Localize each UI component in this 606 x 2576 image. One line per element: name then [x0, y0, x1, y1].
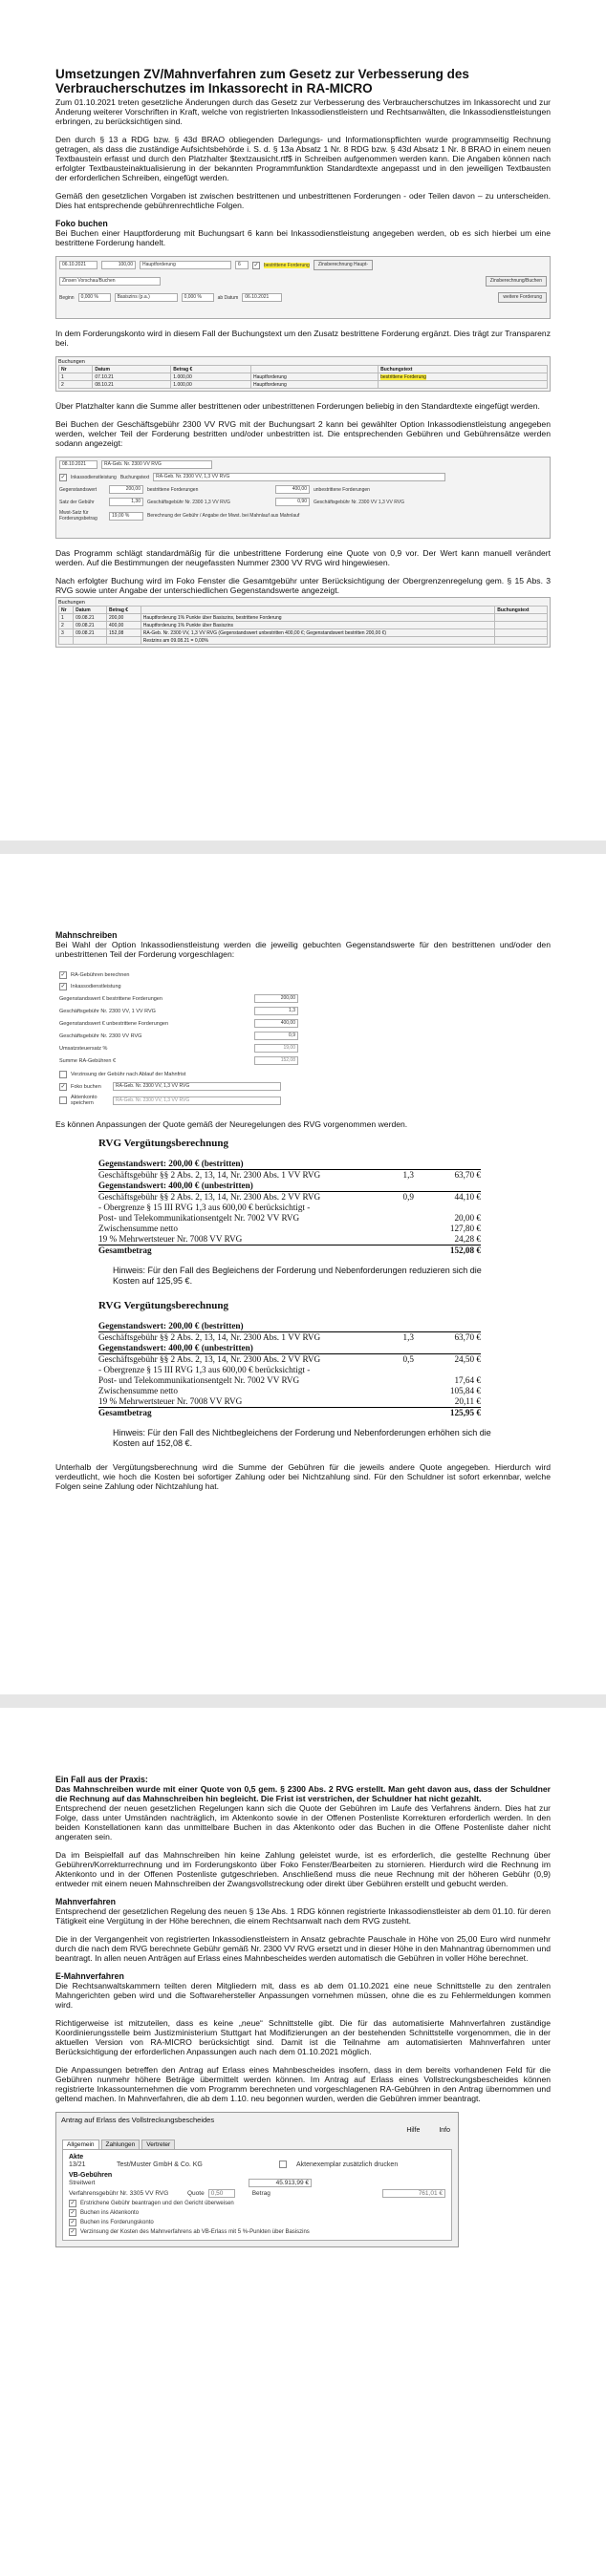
- betrag-field[interactable]: 761,01 €: [382, 2189, 445, 2198]
- form-row: [59, 1044, 346, 1053]
- rvg-line-text: Geschäftsgebühr §§ 2 Abs. 2, 13, 14, Nr. 2300 Abs. 2 VV RVG: [98, 1354, 321, 1364]
- table-cell: 3: [59, 629, 74, 637]
- mahnverfahren-paragraph: Entsprechend der gesetzlichen Regelung des neuen § 13e Abs. 1 RDG können registrierte Inkassodienstleister ab dem 01.10. für deren Tätigkeit eine Vergütung in der Höhe berechnen, die einem Rechtsanwalt nach dem RVG zusteht.: [55, 1906, 551, 1926]
- forderungskonto-buchen-label: Buchen ins Forderungskonto: [80, 2220, 154, 2225]
- table-cell: 2: [59, 622, 74, 629]
- rvg-line-value: [414, 1321, 481, 1331]
- buchungen-table-1: [55, 356, 551, 392]
- form-row-field: 152,08: [254, 1056, 298, 1065]
- buchungen-grid: [58, 365, 548, 389]
- table-cell: 1.000,00: [171, 373, 251, 381]
- satz-label: Satz der Gebühr: [59, 499, 95, 505]
- rvg-line-value: 125,95 €: [449, 1408, 481, 1417]
- verzinsung-label: Verzinsung der Gebühr nach Ablauf der Mahnfrist: [71, 1072, 186, 1077]
- weitere-forderung-button[interactable]: weitere Forderung: [498, 292, 547, 303]
- table-cell: [495, 622, 548, 629]
- foko-heading: Foko buchen: [55, 219, 108, 228]
- foko-booking-screenshot: [55, 256, 551, 319]
- mwst-field[interactable]: 19,00 %: [109, 512, 143, 521]
- dialog-tabs: [56, 2140, 458, 2149]
- booking-amount-field[interactable]: 100,00: [101, 261, 136, 269]
- ra-gebuehren-label: RA-Gebühren berechnen: [71, 972, 130, 978]
- form-row-label: Summe RA-Gebühren €: [59, 1057, 116, 1064]
- rvg-line-text: Gegenstandswert: 200,00 € (bestritten): [98, 1321, 244, 1331]
- table-header-cell: Betrag €: [107, 607, 141, 614]
- rvg-line-value: 24,28 €: [454, 1234, 481, 1244]
- aktenexemplar-checkbox[interactable]: [279, 2161, 287, 2168]
- form-row-field[interactable]: 1,3: [254, 1007, 298, 1015]
- verzinsung-checkbox[interactable]: [59, 1071, 67, 1078]
- rvg-line-text: Geschäftsgebühr §§ 2 Abs. 2, 13, 14, Nr. 2300 Abs. 1 VV RVG: [98, 1332, 321, 1342]
- mwst-label: Mwst-Satz für Forderungsbetrag: [59, 510, 97, 522]
- zinsen-vorschau-field[interactable]: Zinsen Vorschau/Buchen: [59, 277, 161, 286]
- mahnschreiben-form-screenshot: [55, 968, 350, 1110]
- table-cell: Hauptforderung 1% Punkte über Basiszins: [141, 622, 494, 629]
- rvg-line: [98, 1408, 481, 1418]
- document-page-1: [0, 0, 606, 841]
- rvg-line: [98, 1245, 481, 1256]
- foko-buchen-checkbox[interactable]: ✓: [60, 1083, 66, 1090]
- rvg-title-1: RVG Vergütungsberechnung: [98, 1138, 229, 1149]
- rvg-line: [98, 1354, 481, 1365]
- akte-name: Test/Muster GmbH & Co. KG: [117, 2161, 203, 2168]
- table-header-cell: Datum: [93, 366, 171, 373]
- rvg-line-text: Geschäftsgebühr §§ 2 Abs. 2, 13, 14, Nr. 2300 Abs. 1 VV RVG: [98, 1170, 321, 1180]
- table-header-cell: [141, 607, 494, 614]
- paragraph-quote: Das Programm schlägt standardmäßig für die unbestrittene Forderung eine Quote von 0,9 vor. Der Wert kann manuell verändert werden. Auf die Bestimmungen der neugefassten Nummer 2300 VV RVG wird hingewiesen.: [55, 548, 551, 567]
- quote-label: Quote: [187, 2190, 205, 2197]
- geschaeftsgebuehr-screenshot: [55, 457, 551, 539]
- rvg-hint-1: Hinweis: Für den Fall des Begleichens der Forderung und Nebenforderungen reduzieren sich die Kosten auf 125,95 €.: [113, 1266, 482, 1286]
- aktenkonto-buchen-checkbox[interactable]: ✓: [70, 2210, 76, 2216]
- tab-zahlungen[interactable]: Zahlungen: [101, 2140, 141, 2149]
- table-row[interactable]: [59, 629, 548, 637]
- paragraph-bestritten: Gemäß den gesetzlichen Vorgaben ist zwischen bestrittenen und unbestrittenen Forderungen - oder Teilen davon – zu unterscheiden. Dies hat entsprechende gebührenrechtliche Folgen.: [55, 191, 551, 210]
- table-cell: Hauptforderung: [251, 373, 379, 381]
- table-cell: 1.000,00: [171, 381, 251, 389]
- table-cell: 08.10.21: [93, 381, 171, 389]
- rvg-line-factor: [376, 1234, 414, 1245]
- table-cell: [59, 637, 74, 645]
- inkasso-label: Inkassodienstleistung: [71, 474, 117, 480]
- rvg-line-text: Geschäftsgebühr §§ 2 Abs. 2, 13, 14, Nr. 2300 Abs. 2 VV RVG: [98, 1192, 321, 1202]
- mahnschreiben-heading: Mahnschreiben: [55, 930, 118, 940]
- erstrichene-gebuehr-checkbox[interactable]: ✓: [70, 2201, 76, 2206]
- rvg-line-text: Gesamtbetrag: [98, 1245, 152, 1255]
- table-cell: [495, 629, 548, 637]
- rvg-line-value: 44,10 €: [454, 1192, 481, 1202]
- e-mahnverfahren-paragraph: Die Rechtsanwaltskammern teilten deren Mitgliedern mit, dass es ab dem 01.10.2021 eine neue Schnittstelle zu den zentralen Mahngerichten geben wird und die Softwarehersteller Anpassungen vornehmen müssen, ohne die es zu Fehlermeldungen kommen wird.: [55, 1981, 551, 2010]
- form-row: [59, 1019, 346, 1028]
- quote-anpassung-paragraph: Es können Anpassungen der Quote gemäß der Neuregelungen des RVG vorgenommen werden.: [55, 1119, 408, 1129]
- table-cell: bestrittene Forderung: [379, 373, 548, 381]
- info-button[interactable]: Info: [439, 2127, 450, 2134]
- forderungskonto-buchen-checkbox[interactable]: ✓: [70, 2220, 76, 2225]
- e-mahnverfahren-paragraph-3: Die Anpassungen betreffen den Antrag auf Erlass eines Mahnbescheides insofern, dass in dem bereits vorhandenen Feld für die Gebühren nunmehr höhere Beträge übermittelt werden können. Im Antrag auf Erlass eines Vollstreckungsbescheides können registrierte Inkassounternehmen die vom Programm berechneten und vorgeschlagenen RA-Gebühren in den Antrag übernommen und geltend machen. In Mahnverfahren, die ab dem 1.10. neu begonnen wurden, werden die Gebühren immer beantragt.: [55, 2065, 551, 2103]
- e-mahnverfahren-heading: E-Mahnverfahren: [55, 1971, 124, 1981]
- rvg-line: [98, 1332, 481, 1343]
- tab-vertreter[interactable]: Vertreter: [141, 2140, 175, 2149]
- rvg-line: [98, 1365, 481, 1375]
- inkasso-checkbox-2[interactable]: ✓: [60, 984, 66, 990]
- akte-nr: 13/21: [69, 2161, 86, 2168]
- rvg-line-text: 19 % Mehrwertsteuer Nr. 7008 VV RVG: [98, 1234, 243, 1244]
- satz2-label: Geschäftsgebühr Nr. 2300 VV 1,3 VV RVG: [314, 499, 404, 505]
- table-cell: 152,08: [107, 629, 141, 637]
- table-row[interactable]: [59, 637, 548, 645]
- paragraph-platzhalter: Über Platzhalter kann die Summe aller bestrittenen oder unbestrittenen Forderungen beliebig in den Standardtexte eingefügt werden.: [55, 401, 540, 411]
- rvg-line-factor: [376, 1375, 414, 1386]
- aktenexemplar-label: Aktenexemplar zusätzlich drucken: [296, 2161, 399, 2168]
- buchungen-caption: Buchungen: [58, 359, 85, 365]
- gw-unbestritten-field[interactable]: 400,00: [275, 485, 310, 494]
- table-cell: Hauptforderung 1% Punkte über Basiszins, bestrittene Forderung: [141, 614, 494, 622]
- booking-code-field[interactable]: 6: [235, 261, 249, 269]
- rvg-line-text: - Obergrenze § 15 III RVG 1,3 aus 600,00 € berücksichtigt -: [98, 1365, 311, 1374]
- rvg-calculation-2: [98, 1300, 481, 1418]
- buchungstext-label: Buchungstext: [119, 474, 150, 480]
- rvg-line-factor: [376, 1365, 414, 1375]
- rvg-lines-2: [98, 1321, 481, 1418]
- table-row[interactable]: [59, 381, 548, 389]
- rvg-line-value: 63,70 €: [454, 1170, 481, 1180]
- table-cell: 09.08.21: [74, 629, 107, 637]
- table-cell: Restzins am 09.08.21 = 0,00%: [141, 637, 494, 645]
- rvg-line-factor: 0,5: [402, 1354, 414, 1364]
- rvg-line: [98, 1375, 481, 1386]
- table-header-cell: Buchungstext: [379, 366, 548, 373]
- booking-type-combo[interactable]: Hauptforderung: [140, 261, 231, 269]
- rvg-line-value: 20,00 €: [454, 1213, 481, 1223]
- table-cell: RA-Geb. Nr. 2300 VV, 1,3 VV RVG (Gegenstandswert unbestritten 400,00 €; Gegenstandswert bestritten 200,00 €): [141, 629, 494, 637]
- rvg-calculation-1: [98, 1138, 481, 1256]
- rvg-line-value: [414, 1181, 481, 1191]
- rvg-line: [98, 1224, 481, 1234]
- rvg-line-value: 24,50 €: [454, 1354, 481, 1364]
- rvg-line-text: Post- und Telekommunikationsentgelt Nr. 7002 VV RVG: [98, 1213, 300, 1223]
- basiszins-field[interactable]: Basiszins (p.a.): [115, 293, 178, 302]
- table-header-cell: Betrag €: [171, 366, 251, 373]
- form-row: [59, 1056, 346, 1065]
- rvg-line-text: - Obergrenze § 15 III RVG 1,3 aus 600,00 € berücksichtigt -: [98, 1203, 311, 1212]
- buchungen-grid-2: [58, 606, 548, 645]
- inkasso-label-2: Inkassodienstleistung: [71, 984, 121, 990]
- rvg-line: [98, 1321, 481, 1332]
- zins-percent-field-2[interactable]: 0,000 %: [182, 293, 214, 302]
- praxis-bold-paragraph: Das Mahnschreiben wurde mit einer Quote von 0,5 gem. § 2300 Abs. 2 RVG erstellt. Man geht davon aus, dass der Schuldner die Rechnung auf das Mahnschreiben hin begleicht. Die Frist ist verstrichen, der Schuldner hat nicht gezahlt.: [55, 1784, 551, 1803]
- form-row: [59, 1007, 346, 1015]
- paragraph-buchungstext: In dem Forderungskonto wird in diesem Fall der Buchungstext um den Zusatz bestrittene Forderung ergänzt. Dies trägt zur Transparenz bei.: [55, 329, 551, 348]
- gegenstandswert-label: Gegenstandswert: [59, 486, 97, 493]
- gebuehr-date-field[interactable]: 08.10.2021: [59, 460, 97, 469]
- praxis-paragraph: Entsprechend der neuen gesetzlichen Regelungen kann sich die Quote der Gebühren im Laufe des Verfahrens ändern. Dies hat zur Folge, dass unter Umständen nachträglich, im Aktenkonto sowie in der Offenen Postenliste Korrekturen erforderlich werden. In den beiden Konstellationen kann das unmittelbare Buchen in das Aktenkonto oder das Buchen in die Offene Postenliste daher nicht angeraten sein.: [55, 1803, 551, 1842]
- e-mahnverfahren-paragraph-2: Richtigerweise ist mitzuteilen, dass es keine „neue“ Schnittstelle gibt. Die für das automatisierte Mahnverfahren zuständige Koordinierungsstelle beim Justizministerium Stuttgart hat Modifizierungen an der bestehenden Schnittstelle vorgenommen, die in der aktuellen Version von RA-MICRO berücksichtigt sind. Damit ist die Teilnahme am automatisierten Mahnverfahren unter Berücksichtigung der erforderlichen Anpassungen auch nach dem 01.10.2021 möglich.: [55, 2018, 551, 2056]
- table-cell: 400,00: [107, 622, 141, 629]
- streitwert-label: Streitwert: [69, 2180, 96, 2186]
- zins-percent-field[interactable]: 0,000 %: [78, 293, 111, 302]
- bestritten-checkbox-label: bestrittene Forderung: [264, 262, 310, 268]
- aktenkonto-buchen-label: Buchen ins Aktenkonto: [80, 2210, 140, 2216]
- bestritten-checkbox[interactable]: ✓: [253, 262, 259, 268]
- vergleich-paragraph: Unterhalb der Vergütungsberechnung wird die Summe der Gebühren für die jeweils andere Quote angegeben. Hierdurch wird verdeutlicht, wie hoch die Kosten bei sofortiger Zahlung oder bei Nichtzahlung sind. Für den Schuldner ist sofort erkennbar, welche Folgen seine Zahlung oder Nichtzahlung hat.: [55, 1462, 551, 1491]
- rvg-line-factor: [376, 1321, 414, 1331]
- zinsberechnung-buchen-button[interactable]: Zinsberechnung/Buchen: [486, 276, 547, 287]
- zinsberechnung-haupt-button[interactable]: Zinsberechnung Haupt-: [314, 260, 373, 270]
- dialog-body: [62, 2149, 452, 2241]
- rvg-line-factor: [376, 1224, 414, 1234]
- gw-unbestritten-label: unbestrittene Forderungen: [314, 486, 370, 493]
- table-cell: [379, 381, 548, 389]
- gebuehr-combo[interactable]: RA-Geb. Nr. 2300 VV RVG: [101, 460, 212, 469]
- rvg-line: [98, 1192, 481, 1203]
- dialog-title: Antrag auf Erlass des Vollstreckungsbescheides: [61, 2116, 215, 2124]
- table-header-cell: [251, 366, 379, 373]
- table-cell: [74, 637, 107, 645]
- paragraph-geschaeftsgebuehr: Bei Buchen der Geschäftsgebühr 2300 VV RVG mit der Buchungsart 2 kann bei gewählter Option Inkassodienstleistung angegeben werden, welcher Teil der Forderung bestritten und/oder unbestritten ist. Die entsprechenden Gebühren und Gebührensätze werden sodann angezeigt:: [55, 419, 551, 448]
- erstrichene-gebuehr-label: Erstrichene Gebühr beantragen und den Gericht überweisen: [80, 2201, 234, 2206]
- foko-buchen-combo[interactable]: RA-Geb. Nr. 2300 VV, 1,3 VV RVG: [113, 1082, 281, 1091]
- paragraph-gesamtgebuehr: Nach erfolgter Buchung wird im Foko Fenster die Gesamtgebühr unter Berücksichtigung der Obergrenzenregelung gem. § 15 Abs. 3 RVG sowie unter Angabe der unterschiedlichen Gegenstandswerte angezeigt.: [55, 576, 551, 595]
- rvg-line-value: [414, 1203, 481, 1213]
- help-button[interactable]: Hilfe: [406, 2127, 421, 2134]
- rvg-line-factor: [376, 1181, 414, 1191]
- rvg-hint-2: Hinweis: Für den Fall des Nichtbegleichens der Forderung und Nebenforderungen erhöhen sich die Kosten auf 152,08 €.: [113, 1428, 491, 1448]
- satz1-label: Geschäftsgebühr Nr. 2300 1,3 VV RVG: [147, 499, 230, 505]
- table-row[interactable]: [59, 614, 548, 622]
- aktenkonto-label: Aktenkonto speichern: [71, 1095, 97, 1106]
- rvg-line: [98, 1203, 481, 1213]
- rvg-line-factor: 0,9: [402, 1192, 414, 1202]
- rvg-line-text: Zwischensumme netto: [98, 1386, 178, 1395]
- verfahrensgebuehr-label: Verfahrensgebühr Nr. 3305 VV RVG: [69, 2190, 169, 2197]
- rvg-line-value: 17,64 €: [454, 1375, 481, 1385]
- form-row-field[interactable]: 0,9: [254, 1032, 298, 1040]
- rvg-line: [98, 1234, 481, 1245]
- vb-gebuehren-heading: VB-Gebühren: [69, 2172, 113, 2179]
- form-row-field: 19,00: [254, 1044, 298, 1053]
- aktenkonto-combo[interactable]: RA-Geb. Nr. 2300 VV, 1,3 VV RVG: [113, 1096, 281, 1105]
- rvg-line-factor: [376, 1213, 414, 1224]
- gw-bestritten-label: bestrittene Forderungen: [147, 486, 199, 493]
- rvg-line: [98, 1343, 481, 1354]
- mwst-text: Berechnung der Gebühr / Angabe der Mwst. bei Mahnlauf aus Mahnlauf: [147, 513, 300, 519]
- rvg-title-2: RVG Vergütungsberechnung: [98, 1300, 229, 1311]
- mahnverfahren-paragraph-2: Die in der Vergangenheit von registrierten Inkassodienstleistern in Ansatz gebrachte Pauschale in Höhe von 25,00 Euro wird nunmehr durch die nach dem RVG berechnete Gebühr gemäß Nr. 2300 VV RVG ersetzt und in dieser Höhe in den Mahnantrag übernommen und beantragt. In allen neuen Anträgen auf Erlass eines Mahnbescheides werden automatisch die Gebühren in voller Höhe berechnet.: [55, 1934, 551, 1963]
- table-cell: 1: [59, 373, 93, 381]
- praxis-heading: Ein Fall aus der Praxis:: [55, 1775, 148, 1784]
- aktenkonto-checkbox[interactable]: [59, 1096, 67, 1104]
- buchungstext-combo[interactable]: RA-Geb. Nr. 2300 VV, 1,3 VV RVG: [153, 473, 445, 481]
- rvg-line: [98, 1159, 481, 1170]
- form-row-label: Geschäftsgebühr Nr. 2300 VV, 1 VV RVG: [59, 1008, 156, 1014]
- rvg-line: [98, 1396, 481, 1408]
- table-header-cell: Nr: [59, 607, 74, 614]
- rvg-line-factor: [376, 1386, 414, 1396]
- rvg-line-value: 127,80 €: [449, 1224, 481, 1233]
- rvg-line-text: Gegenstandswert: 400,00 € (unbestritten): [98, 1343, 253, 1352]
- table-header-cell: Datum: [74, 607, 107, 614]
- beispiel-paragraph: Da im Beispielfall auf das Mahnschreiben hin keine Zahlung geleistet wurde, ist es erforderlich, die gestellte Rechnung über Gebühren/Korrekturrechnung und im Forderungskonto über Foko Fenster/Bearbeiten zu stornieren. Hierdurch wird die Rechnung im Aktenkonto und in der Offenen Postenliste gutgeschrieben. Anschließend muss die neue Rechnung mit der höheren Gebühr (0,9) entweder mit einem neuen Mahnschreiben der Zwangsvollstreckung oder direkt über Gebühren erstellt und gebucht werden.: [55, 1850, 551, 1888]
- buchungen-table-2: [55, 597, 551, 648]
- intro-paragraph: Zum 01.10.2021 treten gesetzliche Änderungen durch das Gesetz zur Verbesserung des Verbraucherschutzes im Inkassorecht und zur Änderung weiterer Vorschriften in Kraft, welche von registrierten Inkassodienstleistern und Rechtsanwälten, die Inkassodienstleistungen erbringen, zu berücksichtigen sind.: [55, 97, 551, 126]
- betrag-label: Betrag: [251, 2190, 271, 2197]
- rvg-line-text: Gegenstandswert: 200,00 € (bestritten): [98, 1159, 244, 1168]
- rvg-line-text: Post- und Telekommunikationsentgelt Nr. 7002 VV RVG: [98, 1375, 300, 1385]
- buchungen-caption-2: Buchungen: [58, 600, 85, 606]
- table-header-cell: Nr: [59, 366, 93, 373]
- rvg-line-factor: [376, 1408, 414, 1418]
- rvg-line-factor: [376, 1343, 414, 1353]
- foko-buchen-label: Foko buchen: [71, 1083, 101, 1090]
- table-header-cell: Buchungstext: [495, 607, 548, 614]
- mahnschreiben-paragraph: Bei Wahl der Option Inkassodienstleistung werden die jeweilig gebuchten Gegenstandswerte für den bestrittenen und/oder den unbestrittenen Teil der Forderung vorgeschlagen:: [55, 940, 551, 959]
- form-row: [59, 994, 346, 1003]
- ab-datum-field[interactable]: 06.10.2021: [242, 293, 282, 302]
- form-row: [59, 1032, 346, 1040]
- rvg-line-value: 20,11 €: [454, 1396, 481, 1406]
- rvg-line-text: Gesamtbetrag: [98, 1408, 152, 1417]
- table-cell: [495, 614, 548, 622]
- rvg-line-value: [414, 1159, 481, 1169]
- form-row-label: Umsatzsteuersatz %: [59, 1045, 108, 1052]
- rvg-line: [98, 1213, 481, 1224]
- form-row-field[interactable]: 400,00: [254, 1019, 298, 1028]
- form-rows: [59, 994, 346, 1065]
- document-page-2: [0, 854, 606, 1694]
- rvg-line: [98, 1170, 481, 1181]
- rvg-line-factor: [376, 1203, 414, 1213]
- rvg-line-value: 105,84 €: [449, 1386, 481, 1395]
- table-cell: [495, 637, 548, 645]
- form-row-label: Geschäftsgebühr Nr. 2300 VV RVG: [59, 1033, 142, 1039]
- ab-datum-label: ab Datum: [217, 294, 239, 301]
- rvg-line-factor: [376, 1396, 414, 1407]
- form-row-label: Gegenstandswert € bestrittene Forderungen: [59, 995, 162, 1002]
- table-row[interactable]: [59, 622, 548, 629]
- form-row-label: Gegenstandswert € unbestrittene Forderungen: [59, 1020, 169, 1027]
- table-cell: Hauptforderung: [251, 381, 379, 389]
- ra-gebuehren-checkbox[interactable]: ✓: [60, 972, 66, 978]
- beginn-label: Beginn: [59, 294, 75, 301]
- document-title: Umsetzungen ZV/Mahnverfahren zum Gesetz zur Verbesserung des Verbraucherschutzes im Inkassorecht in RA-MICRO: [55, 67, 469, 96]
- paragraph-informationspflichten: Den durch § 13 a RDG bzw. § 43d BRAO obliegenden Darlegungs- und Informationspflichten wurde programmseitig Rechnung getragen, als dass die zuständige Aufsichtsbehörde i. S. d. § 13a Absatz 1 Nr. 8 RDG bzw. § 43d Absatz 1 Nr. 8 BRAO in einem neuen Textbaustein erfasst und durch den Platzhalter $textzausicht.rtf$ in Schreiben aufgenommen werden kann. Die Angaben können nach erfolgter Textbausteinaktualisierung in der bekannten Programmfunktion Standardtexte angepasst und in den jeweiligen Textbausten der erforderlichen Schreiben, eingefügt werden.: [55, 135, 551, 182]
- verzinsung-kosten-checkbox[interactable]: ✓: [70, 2229, 76, 2235]
- table-cell: 2: [59, 381, 93, 389]
- quote-field[interactable]: 0,50: [208, 2189, 235, 2198]
- table-cell: 1: [59, 614, 74, 622]
- akte-label: Akte: [69, 2154, 84, 2161]
- table-cell: 09.08.21: [74, 622, 107, 629]
- rvg-lines-1: [98, 1159, 481, 1256]
- satz1-field[interactable]: 1,30: [109, 498, 143, 506]
- gw-bestritten-field[interactable]: 200,00: [109, 485, 143, 494]
- rvg-line-text: Zwischensumme netto: [98, 1224, 178, 1233]
- satz2-field[interactable]: 0,90: [275, 498, 310, 506]
- rvg-line-value: [414, 1365, 481, 1375]
- table-cell: 200,00: [107, 614, 141, 622]
- rvg-line-factor: [376, 1159, 414, 1169]
- vollstreckungsbescheid-dialog: [55, 2112, 459, 2247]
- rvg-line-value: 63,70 €: [454, 1332, 481, 1342]
- rvg-line-value: [414, 1343, 481, 1353]
- booking-date-field[interactable]: 06.10.2021: [59, 261, 97, 269]
- foko-paragraph: Bei Buchen einer Hauptforderung mit Buchungsart 6 kann bei Inkassodienstleistung angegeben werden, ob es sich hierbei um eine bestrittene Forderung handelt.: [55, 228, 551, 247]
- rvg-line-factor: [376, 1245, 414, 1256]
- document-page-3: [0, 1708, 606, 2576]
- rvg-line: [98, 1386, 481, 1396]
- rvg-line-factor: 1,3: [402, 1332, 414, 1342]
- rvg-line-factor: 1,3: [402, 1170, 414, 1180]
- verzinsung-kosten-label: Verzinsung der Kosten des Mahnverfahrens ab VB-Erlass mit 5 %-Punkten über Basiszins: [80, 2229, 310, 2235]
- table-row[interactable]: [59, 373, 548, 381]
- rvg-line-text: 19 % Mehrwertsteuer Nr. 7008 VV RVG: [98, 1396, 243, 1406]
- tab-allgemein[interactable]: Allgemein: [62, 2140, 99, 2149]
- rvg-line-text: Gegenstandswert: 400,00 € (unbestritten): [98, 1181, 253, 1190]
- rvg-line-value: 152,08 €: [449, 1245, 481, 1255]
- streitwert-field[interactable]: 45.913,99 €: [249, 2179, 312, 2187]
- rvg-line: [98, 1181, 481, 1192]
- mahnverfahren-heading: Mahnverfahren: [55, 1897, 117, 1906]
- table-cell: 07.10.21: [93, 373, 171, 381]
- form-row-field[interactable]: 200,00: [254, 994, 298, 1003]
- table-cell: [107, 637, 141, 645]
- inkasso-checkbox[interactable]: ✓: [60, 474, 66, 480]
- table-cell: 09.08.21: [74, 614, 107, 622]
